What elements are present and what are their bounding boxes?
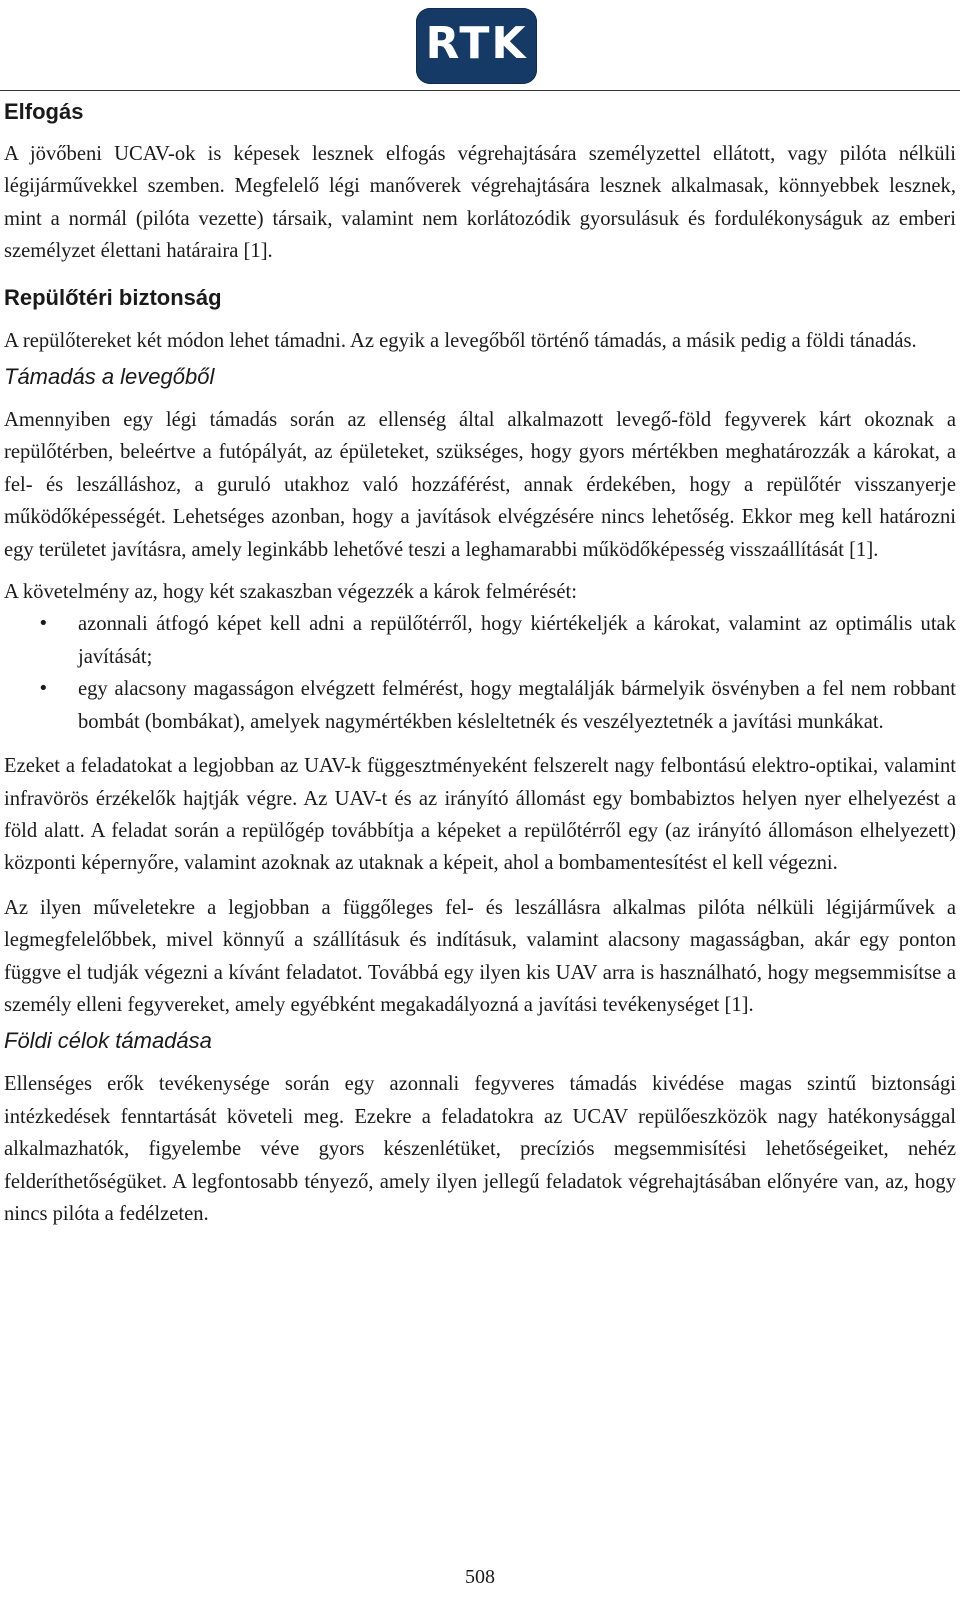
requirement-list <box>4 608 956 738</box>
bullet-icon: • <box>38 613 49 635</box>
subsection-heading-levegobol: Támadás a levegőből <box>4 364 215 390</box>
paragraph-requirement-intro: A követelmény az, hogy két szakaszban végezzék a károk felmérését: <box>4 581 577 604</box>
list-item-text: egy alacsony magasságon elvégzett felmérést, hogy megtalálják bármelyik ösvényben a fel nem robbant bombát (bombákat), amelyek nagymértékben késleltetnék és veszélyeztetnék a javítási munkákat. <box>78 678 956 733</box>
section-heading-elfogas: Elfogás <box>4 99 84 124</box>
page-header <box>0 0 960 92</box>
header-divider <box>0 90 960 91</box>
page-content <box>4 92 956 1230</box>
list-item-text: azonnali átfogó képet kell adni a repülőtérről, hogy kiértékeljék a károkat, valamint az optimális utak javítását; <box>78 613 956 668</box>
paragraph-repuloteri: A repülőtereket két módon lehet támadni. Az egyik a levegőből történő támadás, a másik pedig a földi tánadás. <box>4 329 917 352</box>
section-heading-repuloteri: Repülőtéri biztonság <box>4 284 222 310</box>
list-item <box>4 673 956 738</box>
paragraph-ilyen: Az ilyen műveletekre a legjobban a függőleges fel- és leszállásra alkalmas pilóta nélküli légijárművek a legmegfelelőbbek, mivel könnyű a szállításuk és indításuk, valamint alacsony magasságban, akár egy ponton függve el tudják végezni a kívánt feladatot. Továbbá egy ilyen kis UAV arra is használható, hogy megsemmisítse a személy elleni fegyvereket, amely egyébként megakadályozná a javítási tevékenységet [1]. <box>4 896 956 1016</box>
rtk-logo <box>416 8 537 84</box>
paragraph-elfogas: A jövőbeni UCAV-ok is képesek lesznek elfogás végrehajtására személyzettel ellátott, vagy pilóta nélküli légijárművekkel szemben. Megfelelő légi manőverek végrehajtására lesznek alkalmasak, könnyebbek lesznek, mint a normál (pilóta vezette) társaik, valamint nem korlátozódik gyorsulásuk és fordulékonyságuk az emberi személyzet élettani határaira [1]. <box>4 143 956 263</box>
subsection-heading-foldi: Földi célok támadása <box>4 1028 212 1054</box>
logo-text: RTK <box>425 18 528 69</box>
list-item <box>4 608 956 673</box>
paragraph-levegobol: Amennyiben egy légi támadás során az ellenség által alkalmazott levegő-föld fegyverek kárt okoznak a repülőtérben, beleértve a futópályát, az épületeket, szükséges, hogy gyors mértékben meghatározzák a károkat, a fel- és leszálláshoz, a guruló utakhoz való hozzáférést, annak érdekében, hogy a repülőtér visszanyerje működőképességét. Lehetséges azonban, hogy a javítások elvégzésére nincs lehetőség. Ekkor meg kell határozni egy területet javításra, amely leginkább lehetővé teszi a leghamarabbi működőképesség visszaállítását [1]. <box>4 409 956 561</box>
page-number: 508 <box>465 1566 495 1588</box>
paragraph-foldi: Ellenséges erők tevékenysége során egy azonnali fegyveres támadás kivédése magas szintű biztonsági intézkedések fenntartását követeli meg. Ezekre a feladatokra az UCAV repülőeszközök nagy hatékonysággal alkalmazhatók, figyelembe véve gyors készenlétüket, precíziós megsemmisítési lehetőségeiket, nehéz felderíthetőségüket. A legfontosabb tényező, amely ilyen jellegű feladatok végrehajtásában előnyére van, az, hogy nincs pilóta a fedélzeten. <box>4 1073 956 1225</box>
paragraph-ezeket: Ezeket a feladatokat a legjobban az UAV-k függesztményeként felszerelt nagy felbontású elektro-optikai, valamint infravörös érzékelők hajtják végre. Az UAV-t és az irányító állomást egy bombabiztos helyen nyer elhelyezést a föld alatt. A feladat során a repülőgép továbbítja a képeket a repülőtérről egy (az irányító állomáson elhelyezett) központi képernyőre, valamint azoknak az utaknak a képeit, ahol a bombamentesítést el kell végezni. <box>4 755 956 875</box>
bullet-icon: • <box>38 678 49 700</box>
